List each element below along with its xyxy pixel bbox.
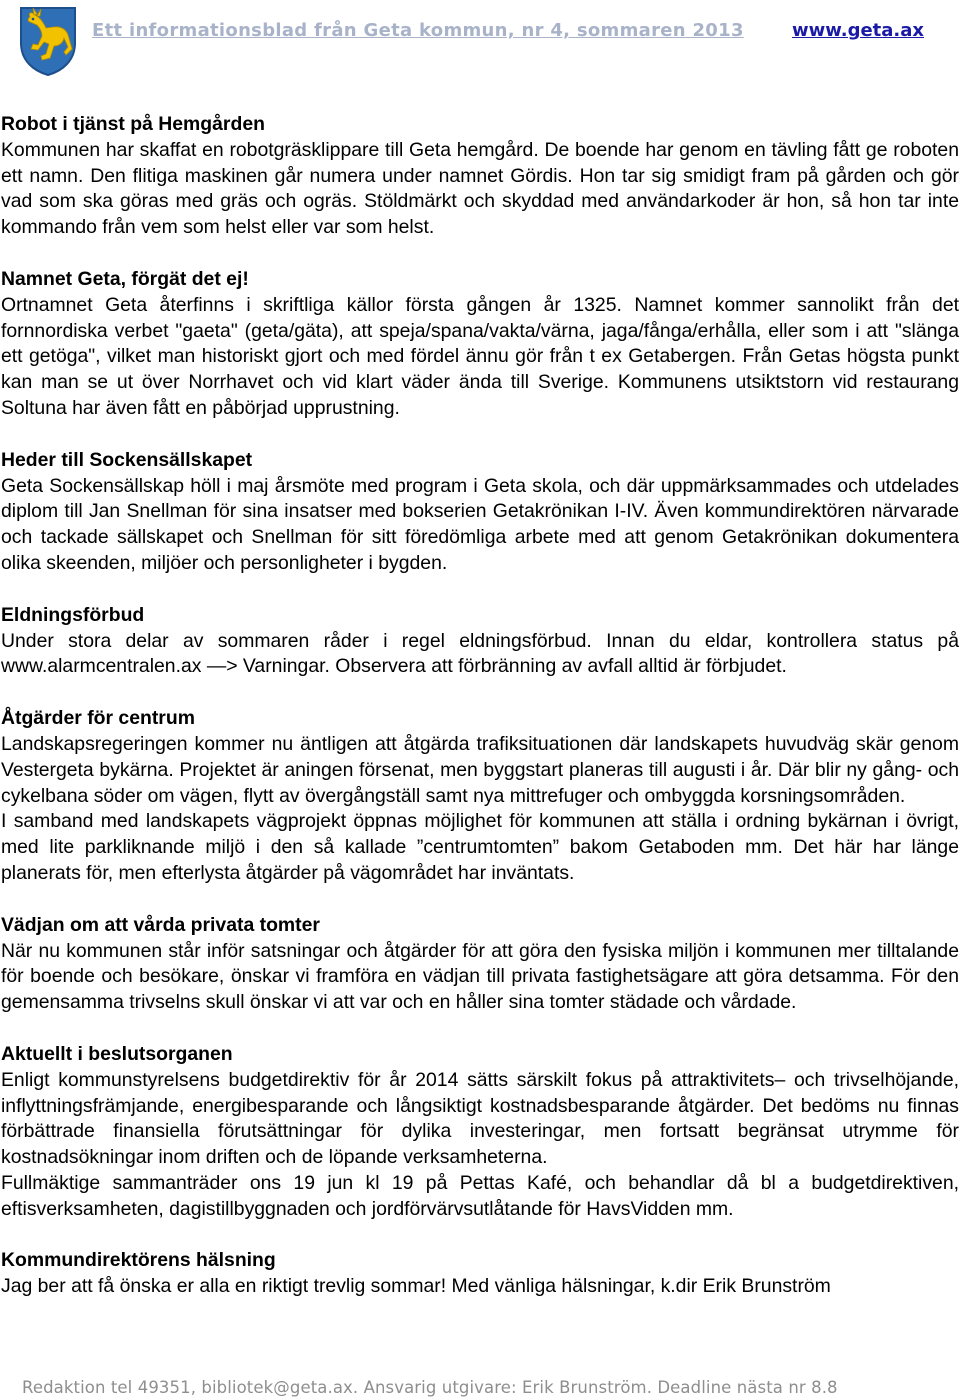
article-heading: Robot i tjänst på Hemgården: [1, 113, 265, 135]
newsletter-title: Ett informationsblad från Geta kommun, nr 4, sommaren 2013: [92, 20, 744, 41]
article-eldningsforbud: [1, 603, 959, 680]
article-heading: Kommundirektörens hälsning: [1, 1249, 276, 1272]
website-link[interactable]: www.geta.ax: [792, 20, 925, 41]
article-centrum: [1, 706, 959, 887]
article-body: [1, 112, 959, 1326]
article-heading: Namnet Geta, förgät det ej!: [1, 267, 249, 290]
article-name-geta: [1, 267, 959, 422]
article-halsning: [1, 1248, 959, 1300]
geta-coat-of-arms-icon: [18, 5, 78, 77]
article-paragraph: Ortnamnet Geta återfinns i skriftliga källor första gången år 1325. Namnet kommer sannolikt från det fornnordiska verbet "gaeta" (geta/gäta), att speja/spana/vakta/värna, jaga/fånga/erhålla, eller som i att "slänga ett getöga", vilket man historiskt gjort och med fördel ännu gör från t ex Getabergen. Från Getas högsta punkt kan man se ut över Norrhavet och vid klart väder ända till Sverige. Kommunens utsiktstorn vid restaurang Soltuna har även fått en påbörjad upprustning.: [1, 293, 959, 419]
article-heading: Vädjan om att vårda privata tomter: [1, 913, 320, 936]
page-footer: Redaktion tel 49351, bibliotek@geta.ax. Ansvarig utgivare: Erik Brunström. Deadline nästa nr 8.8: [22, 1378, 838, 1397]
article-sockensallskapet: [1, 448, 959, 577]
article-paragraph: Enligt kommunstyrelsens budgetdirektiv för år 2014 sätts särskilt fokus på attraktivitets– och trivselhöjande, inflyttningsfrämjande, energibesparande och långsiktigt kostnadsbesparande åtgärder. Det bedöms nu finnas förbättrade finansiella förutsättningar för dylika investeringar, men fortsatt begränsat utrymme för kostnadsökningar inom driften och de löpande verksamheterna.: [1, 1068, 959, 1169]
article-heading: Åtgärder för centrum: [1, 707, 195, 730]
article-paragraph: Fullmäktige sammanträder ons 19 jun kl 19 på Pettas Kafé, och behandlar då bl a budgetdirektiven, eftisverksamheten, dagistillbyggnaden och jordförvärvsutlåtande för HavsVidden mm.: [1, 1171, 959, 1220]
article-paragraph: Landskapsregeringen kommer nu äntligen att åtgärda trafiksituationen där landskapets huvudväg skär genom Vestergeta bykärna. Projektet är aningen försenat, men byggstart planeras till augusti i år. Där blir ny gång- och cykelbana söder om vägen, flytt av övergångställ samt nya mittrefuger och ombyggda korsningsområden.: [1, 732, 959, 807]
article-beslutsorganen: [1, 1042, 959, 1223]
page-header: [0, 0, 960, 84]
article-robot: [1, 112, 959, 241]
article-heading: Heder till Sockensällskapet: [1, 448, 253, 471]
article-tomter: [1, 913, 959, 1016]
article-paragraph: När nu kommunen står inför satsningar och åtgärder för att göra den fysiska miljön i kommunen mer tilltalande för boende och besökare, önskar vi framföra en vädjan till privata fastighetsägare att göra detsamma. För den gemensamma trivselns skull önskar vi att var och en håller sina tomter städade och vårdade.: [1, 939, 959, 1014]
article-paragraph: Jag ber att få önska er alla en riktigt trevlig sommar! Med vänliga hälsningar, k.dir Erik Brunström: [1, 1275, 831, 1298]
article-heading: Aktuellt i beslutsorganen: [1, 1042, 233, 1065]
article-paragraph: Geta Sockensällskap höll i maj årsmöte med program i Geta skola, och där uppmärksammades och utdelades diplom till Jan Snellman för sina insatser med bokserien Getakrönikan I-IV. Även kommundirektören närvarade och tackade sällskapet och Snellman för sitt föredömliga arbete med att genom Getakrönikan dokumentera olika skeenden, miljöer och personligheter i bygden.: [1, 474, 959, 574]
article-paragraph: I samband med landskapets vägprojekt öppnas möjlighet för kommunen att ställa i ordning bykärnan i övrigt, med lite parkliknande miljö i den så kallade ”centrumtomten” bakom Getaboden mm. Det här har länge planerats för, men efterlysta åtgärder på vägområdet har inväntats.: [1, 810, 959, 884]
article-paragraph: Under stora delar av sommaren råder i regel eldningsförbud. Innan du eldar, kontrollera status på www.alarmcentralen.ax —> Varningar. Observera att förbränning av avfall alltid är förbjudet.: [1, 629, 959, 678]
article-heading: Eldningsförbud: [1, 603, 145, 626]
article-paragraph: Kommunen har skaffat en robotgräsklippare till Geta hemgård. De boende har genom en tävling fått ge roboten ett namn. Den flitiga maskinen går numera under namnet Gördis. Hon tar sig smidigt fram på gården och gör vad som ska göras med gräs och ogräs. Stöldmärkt och skyddad med användarkoder är hon, så hon tar inte kommando från vem som helst eller var som helst.: [1, 138, 959, 239]
